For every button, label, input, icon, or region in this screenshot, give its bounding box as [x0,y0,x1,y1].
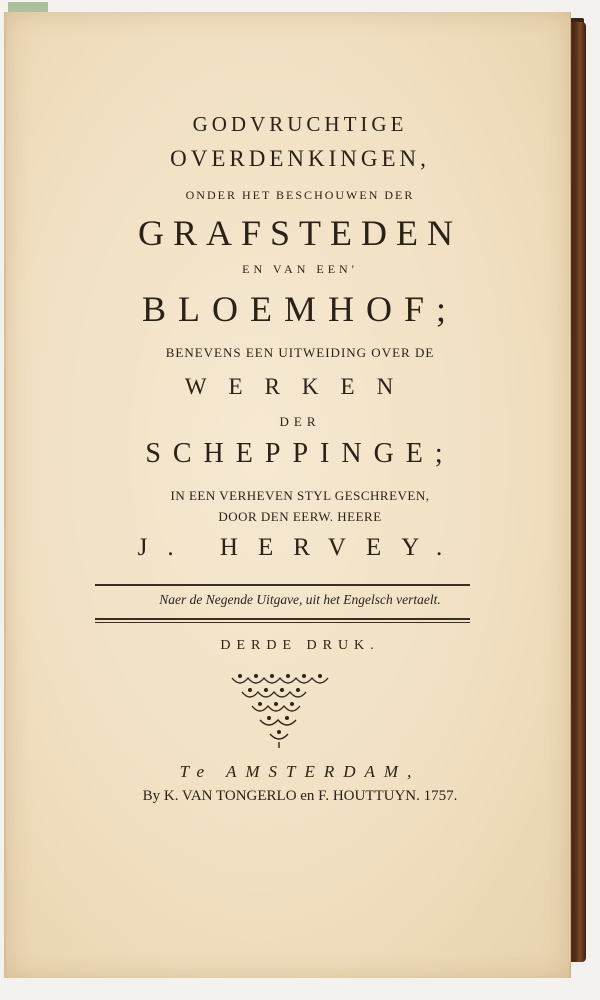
bookmark-ribbon [8,2,48,12]
imprint-publisher-line [0,788,600,805]
title-line-5: EN VAN EEN' [242,262,358,276]
bottom-rule [95,618,470,620]
title-line-2: OVERDENKINGEN, [170,146,430,171]
title-line-4: GRAFSTEDEN [137,213,463,253]
printers-ornament [228,670,330,750]
imprint-year: 1757. [423,788,458,804]
top-rule [95,584,470,586]
edition-statement: DERDE DRUK. [220,638,380,653]
bottom-rule-thin [95,622,470,623]
title-line-6: BLOEMHOF; [141,289,459,329]
title-line-8: WERKEN [184,374,416,399]
title-line-11: IN EEN VERHEVEN STYL GESCHREVEN, [170,488,430,503]
title-line-1: GODVRUCHTIGE [192,112,408,136]
imprint-place: Te AMSTERDAM, [179,762,421,781]
title-line-10: SCHEPPINGE; [145,438,455,469]
title-line-7: BENEVENS EEN UITWEIDING OVER DE [165,345,435,360]
title-line-9: DER [279,414,321,429]
title-line-3: ONDER HET BESCHOUWEN DER [185,188,415,202]
title-line-12: DOOR DEN EERW. HEERE [218,509,382,524]
author-name: J. HERVEY. [137,534,463,561]
imprint-publisher: By K. VAN TONGERLO en F. HOUTTUYN. [142,788,420,804]
translation-note: Naer de Negende Uitgave, uit het Engelsch vertaelt. [159,592,441,607]
